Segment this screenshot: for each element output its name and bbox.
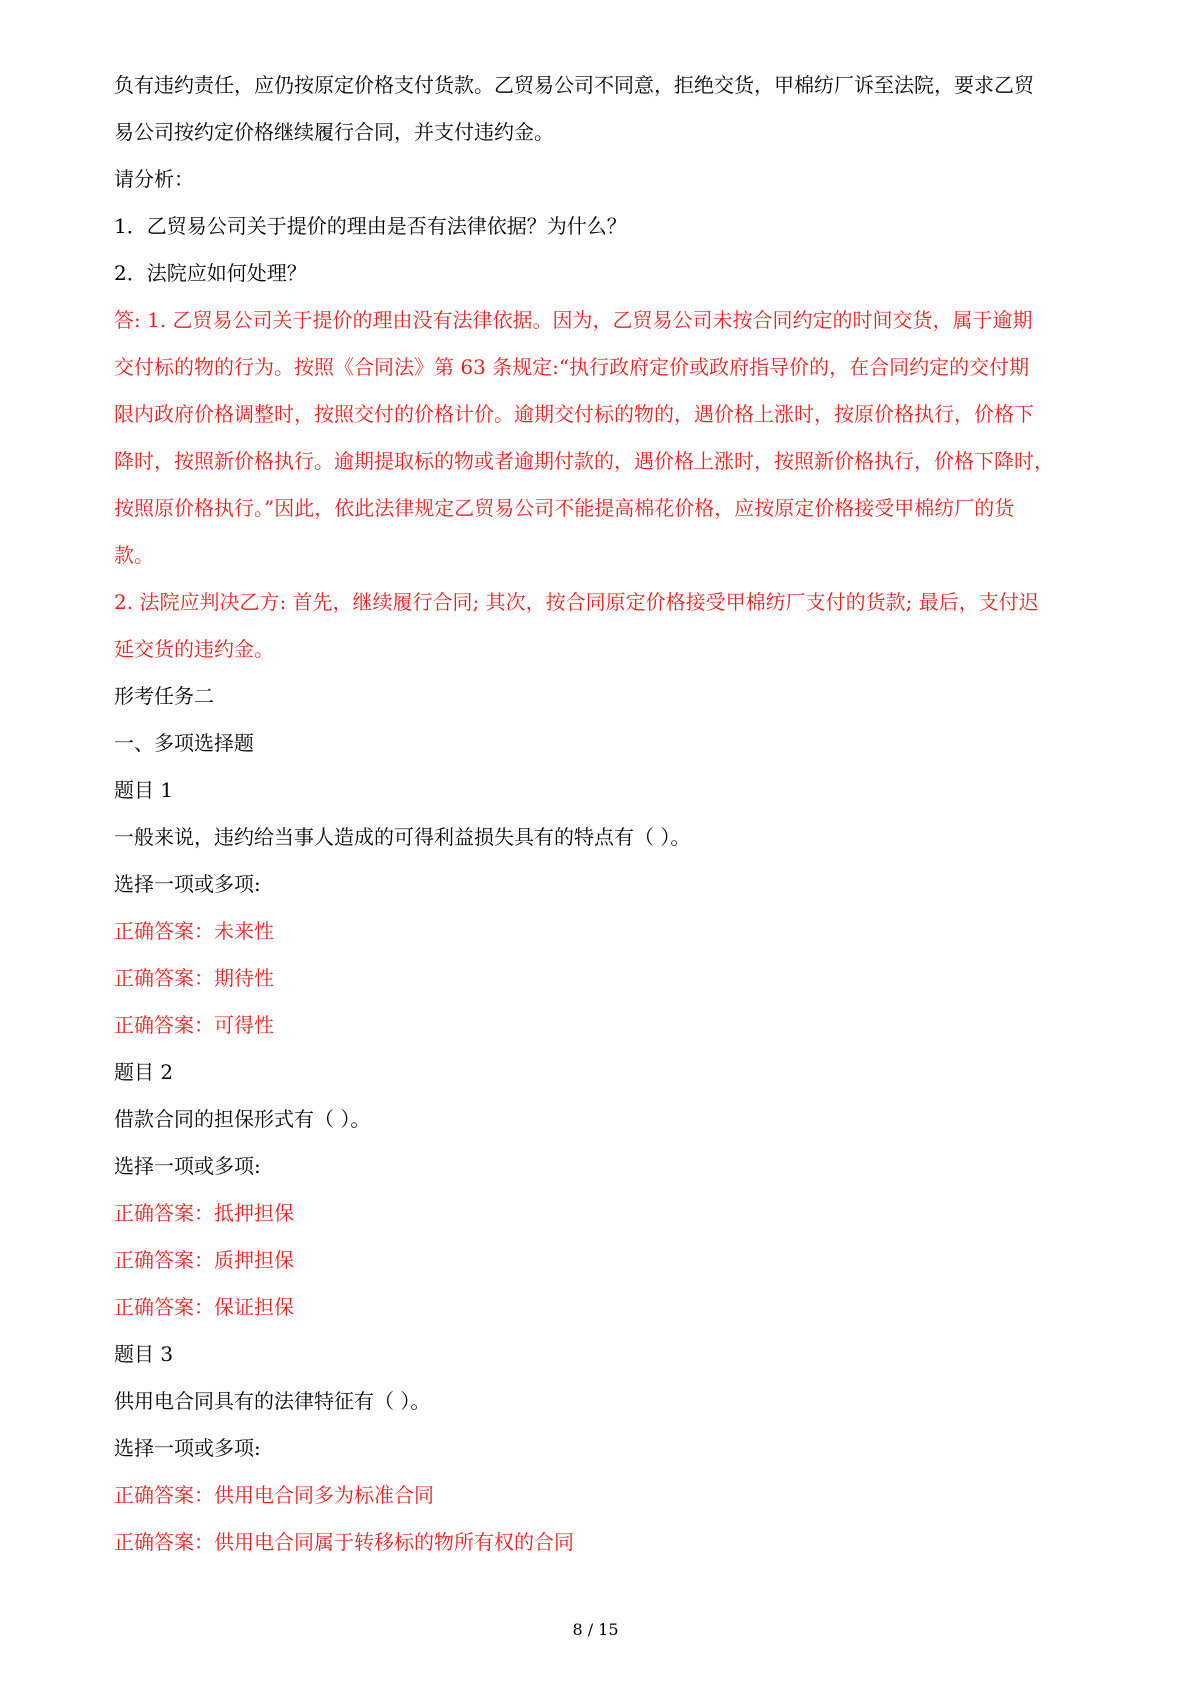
answer-text-line: 限内政府价格调整时，按照交付的价格计价。逾期交付标的物的，遇价格上涨时，按原价格执行，价格下 [114,402,1034,426]
correct-answer: 正确答案：供用电合同多为标准合同 [114,1483,434,1507]
answer-text-line: 2. 法院应判决乙方: 首先，继续履行合同; 其次，按合同原定价格接受甲棉纺厂支付的货款; 最后，支付迟 [114,590,1039,614]
question-title: 题目 1 [114,778,174,802]
correct-answer: 正确答案：未来性 [114,919,274,943]
answer-text-line: 降时，按照新价格执行。逾期提取标的物或者逾期付款的，遇价格上涨时，按照新价格执行，价格下降时， [114,449,1054,473]
question-text: 一般来说，违约给当事人造成的可得利益损失具有的特点有（ ）。 [114,825,691,849]
body-text-line: 负有违约责任，应仍按原定价格支付货款。乙贸易公司不同意，拒绝交货，甲棉纺厂诉至法院，要求乙贸 [114,73,1034,97]
question-title: 题目 2 [114,1060,174,1084]
correct-answer: 正确答案：供用电合同属于转移标的物所有权的合同 [114,1530,574,1554]
choice-instruction: 选择一项或多项: [114,1436,261,1460]
question-item: 1．乙贸易公司关于提价的理由是否有法律依据？为什么？ [114,214,627,238]
answer-text-line: 延交货的违约金。 [114,637,274,661]
choice-instruction: 选择一项或多项: [114,872,261,896]
correct-answer: 正确答案：质押担保 [114,1248,294,1272]
correct-answer: 正确答案：保证担保 [114,1295,294,1319]
correct-answer: 正确答案：抵押担保 [114,1201,294,1225]
question-text: 借款合同的担保形式有（ ）。 [114,1107,371,1131]
page-number: 8 / 15 [572,1620,619,1639]
question-item: 2．法院应如何处理？ [114,261,307,285]
section-heading: 一、多项选择题 [114,731,254,755]
document-body [114,62,1094,1566]
choice-instruction: 选择一项或多项: [114,1154,261,1178]
correct-answer: 正确答案：期待性 [114,966,274,990]
question-title: 题目 3 [114,1342,174,1366]
answer-text-line: 款。 [114,543,154,567]
answer-text-line: 按照原价格执行。”因此，依此法律规定乙贸易公司不能提高棉花价格，应按原定价格接受甲棉纺厂的货 [114,496,1015,520]
question-text: 供用电合同具有的法律特征有（ ）。 [114,1389,431,1413]
section-heading: 形考任务二 [114,684,214,708]
answer-text-line: 答: 1. 乙贸易公司关于提价的理由没有法律依据。因为，乙贸易公司未按合同约定的时间交货，属于逾期 [114,308,1033,332]
body-text-line: 易公司按约定价格继续履行合同，并支付违约金。 [114,120,554,144]
correct-answer: 正确答案：可得性 [114,1013,274,1037]
body-text-line: 请分析： [114,167,194,191]
answer-text-line: 交付标的物的行为。按照《合同法》第 63 条规定:“执行政府定价或政府指导价的，在合同约定的交付期 [114,355,1030,379]
